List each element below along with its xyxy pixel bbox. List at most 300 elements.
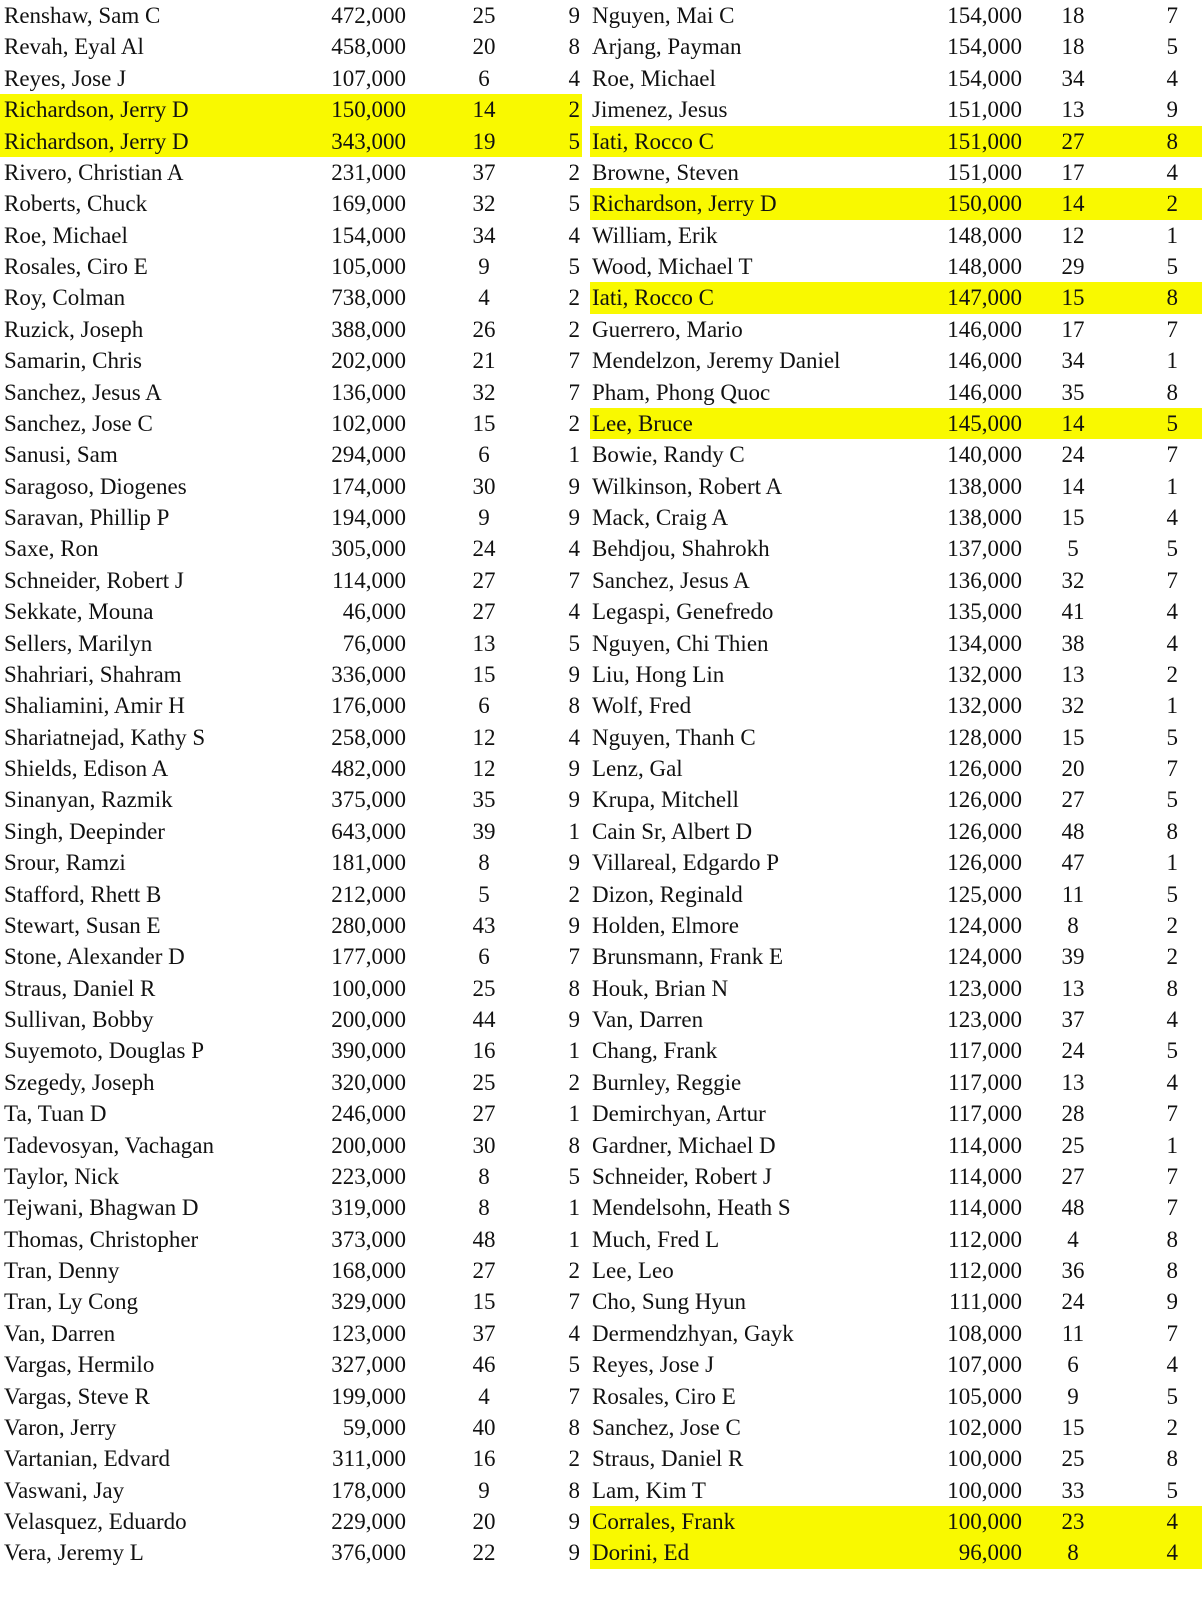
count-cell: 4 [478,285,490,311]
table-row [590,345,1202,376]
count-cell: 27 [472,567,496,593]
code-cell: 1 [1166,850,1178,876]
code-cell: 2 [568,1258,580,1283]
count-cell: 37 [1061,1007,1085,1032]
name-cell: Shields, Edison A [4,756,169,781]
amount-cell: 223,000 [331,1163,406,1189]
name-cell: Dermendzhyan, Gayk [592,1320,794,1346]
code-cell: 1 [1166,348,1178,374]
name-cell: Dorini, Ed [592,1540,690,1566]
amount-cell: 154,000 [947,3,1022,28]
table-row [0,1004,582,1035]
amount-cell: 123,000 [947,975,1022,1001]
name-cell: Vartanian, Edvard [4,1446,171,1472]
name-cell: Brunsmann, Frank E [592,944,784,970]
name-cell: Roberts, Chuck [4,191,148,217]
count-cell: 23 [1061,1509,1085,1534]
name-cell: Vargas, Steve R [4,1383,150,1409]
amount-cell: 280,000 [331,912,406,938]
name-cell: Van, Darren [592,1007,704,1032]
amount-cell: 132,000 [947,693,1022,719]
name-cell: Nguyen, Chi Thien [592,630,769,656]
name-cell: Straus, Daniel R [4,975,156,1001]
amount-cell: 135,000 [947,599,1022,625]
amount-cell: 105,000 [331,254,406,279]
count-cell: 25 [472,975,496,1001]
amount-cell: 107,000 [331,65,406,91]
code-cell: 5 [1166,1383,1178,1409]
amount-cell: 738,000 [331,285,406,311]
table-row [0,1067,582,1098]
count-cell: 4 [478,1383,490,1409]
amount-cell: 137,000 [947,536,1022,562]
code-cell: 4 [568,1320,580,1346]
name-cell: Tadevosyan, Vachagan [4,1132,214,1158]
count-cell: 6 [478,693,490,719]
amount-cell: 148,000 [947,254,1022,279]
count-cell: 16 [472,1446,496,1472]
table-row [0,973,582,1004]
name-cell: Sinanyan, Razmik [4,787,173,813]
code-cell: 4 [1166,1509,1178,1534]
count-cell: 9 [478,1477,490,1503]
amount-cell: 212,000 [331,881,406,907]
amount-cell: 100,000 [947,1509,1022,1534]
count-cell: 29 [1061,254,1085,279]
code-cell: 9 [568,505,580,530]
name-cell: Szegedy, Joseph [4,1069,155,1095]
code-cell: 5 [1166,724,1178,750]
name-cell: Schneider, Robert J [4,567,184,593]
amount-cell: 373,000 [331,1226,406,1252]
name-cell: Jimenez, Jesus [592,97,728,123]
count-cell: 15 [472,1289,496,1315]
amount-cell: 294,000 [331,442,406,468]
count-cell: 15 [472,410,496,436]
table-row [590,0,1202,31]
count-cell: 11 [1061,1320,1085,1346]
table-row-highlighted [590,1537,1202,1568]
name-cell: Roe, Michael [4,222,128,248]
amount-cell: 96,000 [958,1540,1022,1566]
count-cell: 35 [472,787,496,813]
count-cell: 12 [472,756,496,781]
table-row [590,628,1202,659]
code-cell: 5 [1166,410,1178,436]
amount-cell: 125,000 [947,881,1022,907]
code-cell: 8 [1166,1446,1178,1472]
count-cell: 24 [472,536,496,562]
amount-cell: 102,000 [947,1414,1022,1440]
code-cell: 9 [568,3,580,28]
count-cell: 18 [1061,3,1085,28]
amount-cell: 194,000 [331,505,406,530]
count-cell: 15 [1061,724,1085,750]
table-row [0,157,582,188]
table-row [0,1098,582,1129]
amount-cell: 150,000 [947,191,1022,217]
count-cell: 11 [1061,881,1085,907]
code-cell: 9 [568,1509,580,1534]
amount-cell: 375,000 [331,787,406,813]
code-cell: 5 [1166,536,1178,562]
table-row [0,910,582,941]
count-cell: 48 [1061,1195,1085,1221]
amount-cell: 126,000 [947,850,1022,876]
code-cell: 4 [1166,505,1178,530]
count-cell: 38 [1061,630,1085,656]
amount-cell: 134,000 [947,630,1022,656]
amount-cell: 100,000 [331,975,406,1001]
table-row [590,1412,1202,1443]
code-cell: 2 [568,1446,580,1472]
code-cell: 4 [568,65,580,91]
table-row [590,1161,1202,1192]
name-cell: Saxe, Ron [4,536,99,562]
count-cell: 32 [472,379,496,405]
table-row [590,1381,1202,1412]
count-cell: 27 [472,599,496,625]
code-cell: 2 [568,285,580,311]
table-row [590,1286,1202,1317]
code-cell: 7 [568,348,580,374]
amount-cell: 59,000 [342,1414,406,1440]
count-cell: 39 [1061,944,1085,970]
count-cell: 20 [1061,756,1085,781]
right-table [590,0,1202,1569]
code-cell: 8 [568,975,580,1001]
count-cell: 24 [1061,442,1085,468]
table-row-highlighted [590,1506,1202,1537]
code-cell: 2 [1166,661,1178,687]
amount-cell: 199,000 [331,1383,406,1409]
table-row [0,345,582,376]
table-row [0,220,582,251]
count-cell: 34 [1061,65,1085,91]
table-row [590,722,1202,753]
name-cell: Ruzick, Joseph [4,316,144,342]
name-cell: Revah, Eyal Al [4,34,144,60]
name-cell: Rosales, Ciro E [592,1383,736,1409]
name-cell: Tejwani, Bhagwan D [4,1195,199,1221]
table-row [0,63,582,94]
code-cell: 5 [568,128,580,154]
code-cell: 9 [1166,1289,1178,1315]
count-cell: 13 [1061,661,1085,687]
count-cell: 44 [472,1007,496,1032]
name-cell: Lee, Bruce [592,410,693,436]
count-cell: 25 [472,3,496,28]
name-cell: Shariatnejad, Kathy S [4,724,206,750]
count-cell: 32 [1061,693,1085,719]
amount-cell: 343,000 [331,128,406,154]
table-row [590,847,1202,878]
amount-cell: 202,000 [331,348,406,374]
code-cell: 8 [568,1477,580,1503]
table-row [0,879,582,910]
table-row [0,377,582,408]
code-cell: 7 [1166,316,1178,342]
count-cell: 19 [472,128,496,154]
left-table [0,0,582,1569]
table-row [0,1412,582,1443]
table-row [0,502,582,533]
table-row [0,1537,582,1568]
table-row [590,471,1202,502]
code-cell: 1 [1166,693,1178,719]
amount-cell: 154,000 [331,222,406,248]
name-cell: Mendelsohn, Heath S [592,1195,791,1221]
count-cell: 6 [478,65,490,91]
amount-cell: 146,000 [947,316,1022,342]
count-cell: 15 [1061,1414,1085,1440]
table-row [0,659,582,690]
amount-cell: 148,000 [947,222,1022,248]
code-cell: 4 [1166,1352,1178,1378]
name-cell: Velasquez, Eduardo [4,1509,187,1534]
amount-cell: 178,000 [331,1477,406,1503]
code-cell: 2 [1166,912,1178,938]
table-row [590,941,1202,972]
code-cell: 8 [1166,285,1178,311]
name-cell: Roe, Michael [592,65,716,91]
name-cell: Tran, Denny [4,1258,120,1283]
table-row [0,251,582,282]
count-cell: 34 [472,222,496,248]
amount-cell: 388,000 [331,316,406,342]
name-cell: Chang, Frank [592,1038,718,1064]
code-cell: 7 [568,567,580,593]
count-cell: 13 [1061,975,1085,1001]
table-row [0,471,582,502]
table-row [0,188,582,219]
name-cell: Sekkate, Mouna [4,599,154,625]
name-cell: Mack, Craig A [592,505,729,530]
count-cell: 17 [1061,316,1085,342]
amount-cell: 336,000 [331,661,406,687]
count-cell: 26 [472,316,496,342]
name-cell: Wolf, Fred [592,693,692,719]
table-row [0,1475,582,1506]
code-cell: 7 [568,1289,580,1315]
table-row [0,1318,582,1349]
amount-cell: 114,000 [948,1195,1022,1221]
amount-cell: 154,000 [947,34,1022,60]
count-cell: 16 [472,1038,496,1064]
amount-cell: 117,000 [948,1069,1022,1095]
table-row [0,1130,582,1161]
table-row-highlighted [590,282,1202,313]
count-cell: 8 [478,1163,490,1189]
code-cell: 5 [568,1163,580,1189]
name-cell: Vera, Jeremy L [4,1540,144,1566]
name-cell: Gardner, Michael D [592,1132,776,1158]
code-cell: 5 [1166,787,1178,813]
count-cell: 39 [472,818,496,844]
count-cell: 28 [1061,1101,1085,1127]
name-cell: Reyes, Jose J [4,65,127,91]
name-cell: Liu, Hong Lin [592,661,725,687]
table-row [0,1255,582,1286]
name-cell: Legaspi, Genefredo [592,599,774,625]
name-cell: Thomas, Christopher [4,1226,199,1252]
count-cell: 14 [1061,410,1085,436]
count-cell: 43 [472,912,496,938]
amount-cell: 111,000 [948,1289,1022,1315]
count-cell: 8 [478,1195,490,1221]
code-cell: 7 [568,944,580,970]
name-cell: Vaswani, Jay [4,1477,125,1503]
count-cell: 14 [1061,191,1085,217]
table-row [590,1067,1202,1098]
table-row [0,565,582,596]
table-row [0,941,582,972]
name-cell: Pham, Phong Quoc [592,379,771,405]
code-cell: 5 [1166,1038,1178,1064]
name-cell: Shaliamini, Amir H [4,693,185,719]
code-cell: 4 [1166,159,1178,185]
amount-cell: 305,000 [331,536,406,562]
code-cell: 4 [568,599,580,625]
code-cell: 1 [568,1226,580,1252]
count-cell: 27 [472,1258,496,1283]
amount-cell: 200,000 [331,1007,406,1032]
table-row [0,533,582,564]
name-cell: Roy, Colman [4,285,126,311]
count-cell: 25 [1061,1446,1085,1472]
amount-cell: 150,000 [331,97,406,123]
code-cell: 5 [568,254,580,279]
name-cell: Straus, Daniel R [592,1446,744,1472]
count-cell: 6 [478,442,490,468]
code-cell: 7 [1166,3,1178,28]
amount-cell: 151,000 [947,97,1022,123]
count-cell: 24 [1061,1289,1085,1315]
amount-cell: 123,000 [947,1007,1022,1032]
code-cell: 1 [1166,1132,1178,1158]
table-row [0,847,582,878]
name-cell: Stafford, Rhett B [4,881,162,907]
amount-cell: 112,000 [948,1258,1022,1283]
code-cell: 2 [1166,1414,1178,1440]
code-cell: 4 [568,536,580,562]
name-cell: Richardson, Jerry D [4,97,189,123]
code-cell: 9 [568,787,580,813]
name-cell: Rosales, Ciro E [4,254,148,279]
code-cell: 8 [1166,128,1178,154]
amount-cell: 136,000 [947,567,1022,593]
code-cell: 5 [1166,1477,1178,1503]
count-cell: 20 [472,1509,496,1534]
code-cell: 9 [568,756,580,781]
code-cell: 2 [568,316,580,342]
amount-cell: 107,000 [947,1352,1022,1378]
amount-cell: 46,000 [342,599,406,625]
code-cell: 1 [1166,222,1178,248]
table-row [590,659,1202,690]
name-cell: Taylor, Nick [4,1163,119,1189]
amount-cell: 126,000 [947,756,1022,781]
table-row [590,565,1202,596]
count-cell: 37 [472,159,496,185]
code-cell: 8 [568,693,580,719]
table-row-highlighted [590,188,1202,219]
code-cell: 7 [568,1383,580,1409]
amount-cell: 146,000 [947,379,1022,405]
count-cell: 13 [1061,97,1085,123]
table-row [0,628,582,659]
count-cell: 37 [472,1320,496,1346]
table-row [0,816,582,847]
name-cell: Sanusi, Sam [4,442,118,468]
code-cell: 2 [568,1069,580,1095]
name-cell: Mendelzon, Jeremy Daniel [592,348,841,374]
amount-cell: 117,000 [948,1101,1022,1127]
code-cell: 8 [1166,1258,1178,1283]
table-row [590,1004,1202,1035]
amount-cell: 100,000 [947,1446,1022,1472]
name-cell: Krupa, Mitchell [592,787,739,813]
code-cell: 8 [1166,975,1178,1001]
name-cell: Saravan, Phillip P [4,505,170,530]
code-cell: 9 [568,912,580,938]
code-cell: 1 [568,442,580,468]
count-cell: 9 [478,254,490,279]
table-row [0,314,582,345]
table-row [0,1443,582,1474]
table-row [0,722,582,753]
count-cell: 5 [1067,536,1079,562]
name-cell: Corrales, Frank [592,1509,736,1534]
count-cell: 9 [478,505,490,530]
name-cell: Renshaw, Sam C [4,3,161,28]
code-cell: 7 [1166,1101,1178,1127]
count-cell: 36 [1061,1258,1085,1283]
amount-cell: 168,000 [331,1258,406,1283]
name-cell: Wood, Michael T [592,254,753,279]
amount-cell: 132,000 [947,661,1022,687]
amount-cell: 176,000 [331,693,406,719]
name-cell: William, Erik [592,222,718,248]
count-cell: 24 [1061,1038,1085,1064]
name-cell: Ta, Tuan D [4,1101,107,1127]
code-cell: 1 [568,818,580,844]
name-cell: Richardson, Jerry D [4,128,189,154]
amount-cell: 126,000 [947,818,1022,844]
count-cell: 27 [1061,1163,1085,1189]
table-row [0,408,582,439]
count-cell: 15 [1061,505,1085,530]
name-cell: Sanchez, Jose C [4,410,153,436]
code-cell: 4 [568,724,580,750]
table-row [590,439,1202,470]
code-cell: 9 [568,473,580,499]
name-cell: Nguyen, Mai C [592,3,735,28]
count-cell: 20 [472,34,496,60]
count-cell: 6 [478,944,490,970]
amount-cell: 114,000 [948,1132,1022,1158]
amount-cell: 146,000 [947,348,1022,374]
name-cell: Sanchez, Jose C [592,1414,741,1440]
count-cell: 27 [472,1101,496,1127]
amount-cell: 128,000 [947,724,1022,750]
table-row [590,1192,1202,1223]
table-row [590,314,1202,345]
amount-cell: 102,000 [331,410,406,436]
name-cell: Sullivan, Bobby [4,1007,154,1032]
code-cell: 8 [1166,1226,1178,1252]
amount-cell: 112,000 [948,1226,1022,1252]
